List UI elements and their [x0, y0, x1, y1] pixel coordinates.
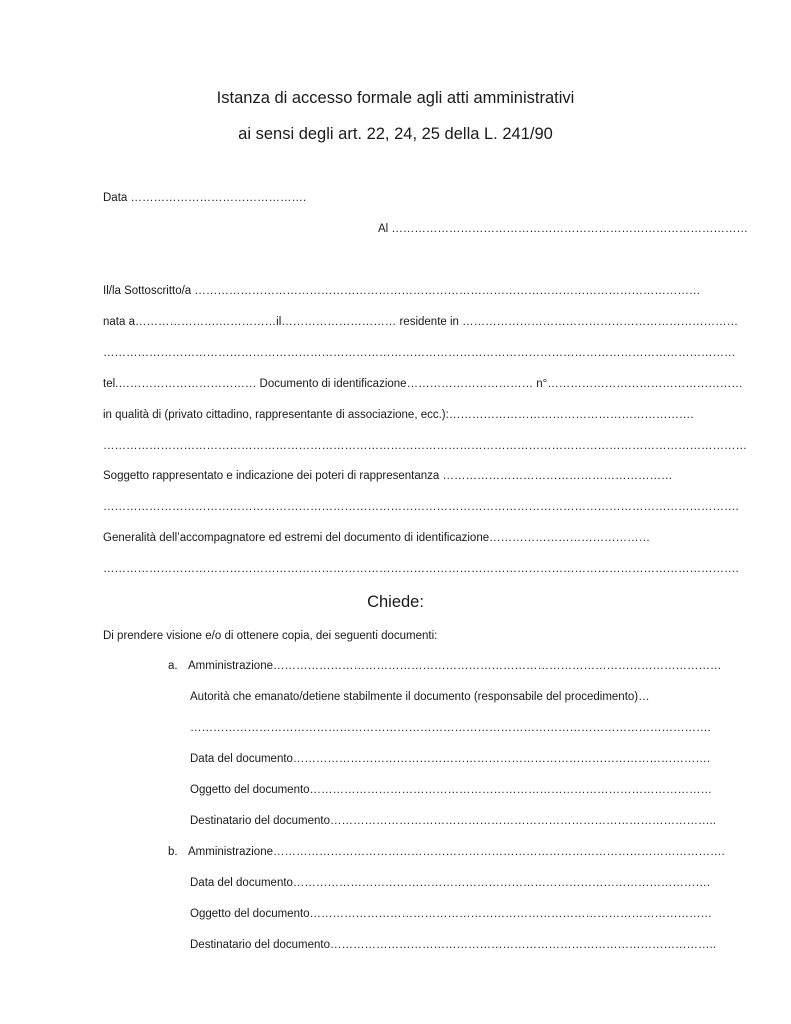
- item-a-marker: a.: [168, 660, 178, 672]
- item-a-autorita-continuation: ……………………………………………………………………………………………………………………….: [190, 722, 711, 734]
- item-b-marker: b.: [168, 846, 178, 858]
- request-intro: Di prendere visione e/o di ottenere copia, dei seguenti documenti:: [103, 630, 438, 642]
- item-b-destinatario: Destinatario del documento………………………………………………………………………………………..: [190, 939, 716, 951]
- item-a-amministrazione: [168, 659, 722, 673]
- qualita-continuation: ……………………………………………………………………………………………………………………………………………………: [103, 440, 747, 452]
- item-a-amministrazione-label: Amministrazione………………………………………………………………………………………………………: [188, 660, 722, 672]
- item-a-autorita: Autorità che emanato/detiene stabilmente il documento (responsabile del procedimento)…: [190, 691, 650, 703]
- title-line-1: Istanza di accesso formale agli atti amministrativi: [216, 89, 575, 107]
- soggetto-field: Soggetto rappresentato e indicazione dei poteri di rappresentanza ……………………………………………………: [103, 470, 673, 482]
- title-line-2: ai sensi degli art. 22, 24, 25 della L. 241/90: [238, 125, 553, 143]
- item-a-destinatario: Destinatario del documento………………………………………………………………………………………..: [190, 815, 716, 827]
- sottoscritto-field: Il/la Sottoscritto/a ……………………………………………………………………………………………………………………: [103, 285, 701, 297]
- residence-continuation: …………………………………………………………………………………………………………………………………………………: [103, 347, 736, 359]
- item-b-amministrazione: [168, 845, 725, 859]
- accompagnatore-field: Generalità dell’accompagnatore ed estremi del documento di identificazione……………………………………: [103, 532, 651, 544]
- accompagnatore-continuation: ………………………………………………………………………………………………………………………………………………….: [103, 563, 739, 575]
- item-a-oggetto: Oggetto del documento……………………………………………………………………………………………: [190, 784, 713, 796]
- qualita-field: in qualità di (privato cittadino, rappresentante di associazione, ecc.):……………………………………………………….: [103, 409, 694, 421]
- phone-id-field: tel.……………………………… Documento di identificazione…………………………… n°……………………………………………: [103, 378, 743, 390]
- chiede-heading: Chiede:: [367, 593, 424, 611]
- date-field: Data ……………………………………….: [103, 192, 307, 204]
- item-b-amministrazione-label: Amministrazione……………………………………………………………………………………………………….: [188, 846, 725, 858]
- item-b-oggetto: Oggetto del documento……………………………………………………………………………………………: [190, 908, 713, 920]
- soggetto-continuation: ………………………………………………………………………………………………………………………………………………….: [103, 501, 739, 513]
- birth-residence-field: nata a………………….……………il………………………… residente in ………………………………………………………………: [103, 316, 739, 328]
- item-b-data: Data del documento……………………………………………………………………………………………….: [190, 877, 711, 889]
- recipient-field: Al …………………………………………………………………………………: [378, 223, 748, 235]
- item-a-data: Data del documento……………………………………………………………………………………………….: [190, 753, 711, 765]
